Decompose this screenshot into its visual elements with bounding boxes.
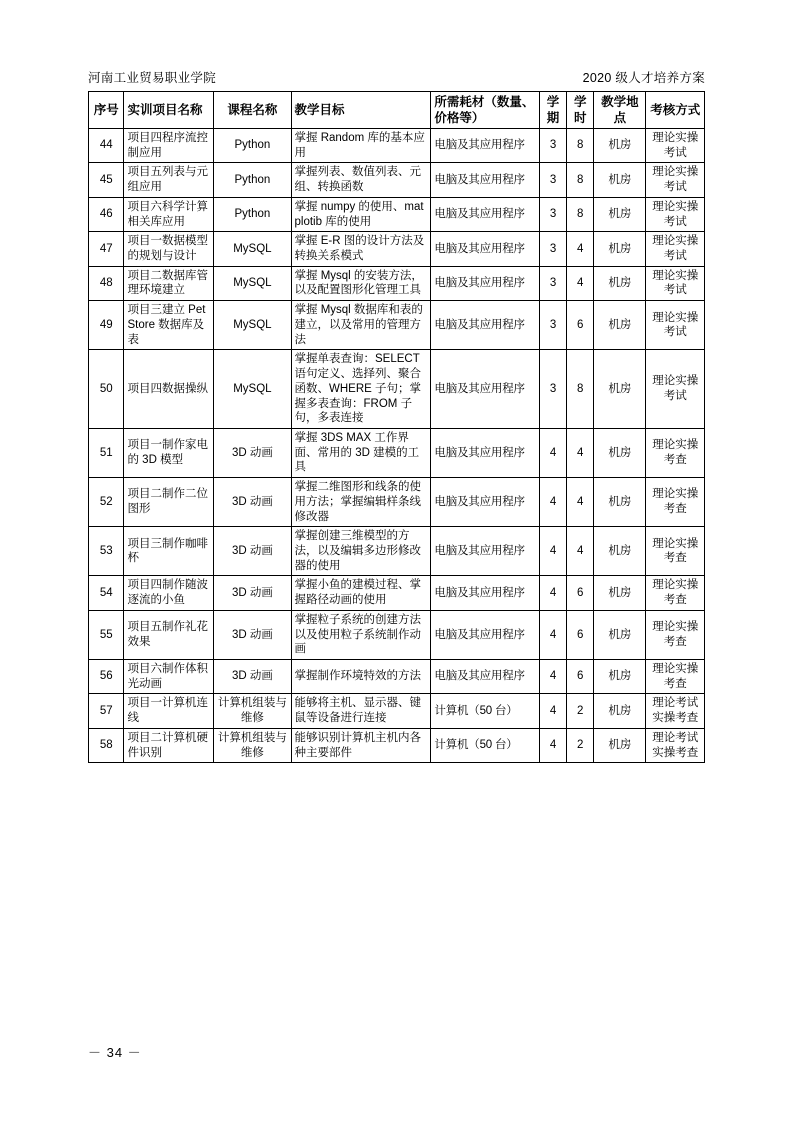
cell-hours: 2 <box>567 728 594 762</box>
cell-project: 项目二数据库管理环境建立 <box>124 266 214 300</box>
cell-hours: 4 <box>567 527 594 576</box>
cell-project: 项目二计算机硬件识别 <box>124 728 214 762</box>
cell-course: 3D 动画 <box>214 610 291 659</box>
training-projects-table <box>88 91 705 763</box>
cell-exam: 理论实操考查 <box>646 428 705 477</box>
column-header-course: 课程名称 <box>214 92 291 129</box>
cell-material: 电脑及其应用程序 <box>431 478 540 527</box>
cell-goal: 掌握二维图形和线条的使用方法；掌握编辑样条线修改器 <box>291 478 431 527</box>
cell-term: 3 <box>539 197 566 231</box>
cell-goal: 掌握 Mysql 数据库和表的建立，以及常用的管理方法 <box>291 301 431 350</box>
cell-no: 47 <box>89 232 124 266</box>
page-header <box>88 68 705 86</box>
cell-term: 4 <box>539 478 566 527</box>
cell-term: 4 <box>539 610 566 659</box>
cell-place: 机房 <box>594 163 646 197</box>
cell-no: 55 <box>89 610 124 659</box>
cell-term: 3 <box>539 350 566 429</box>
header-institution: 河南工业贸易职业学院 <box>88 71 217 85</box>
cell-goal: 掌握 numpy 的使用、matplotib 库的使用 <box>291 197 431 231</box>
table-row <box>89 266 705 300</box>
cell-place: 机房 <box>594 350 646 429</box>
cell-course: 3D 动画 <box>214 428 291 477</box>
cell-course: MySQL <box>214 301 291 350</box>
column-header-term: 学期 <box>539 92 566 129</box>
cell-course: Python <box>214 197 291 231</box>
cell-course: MySQL <box>214 266 291 300</box>
column-header-material: 所需耗材（数量、价格等） <box>431 92 540 129</box>
cell-hours: 8 <box>567 197 594 231</box>
cell-place: 机房 <box>594 576 646 610</box>
cell-material: 电脑及其应用程序 <box>431 428 540 477</box>
cell-goal: 能够将主机、显示器、键鼠等设备进行连接 <box>291 694 431 728</box>
cell-project: 项目三建立 PetStore 数据库及表 <box>124 301 214 350</box>
cell-course: 3D 动画 <box>214 660 291 694</box>
table-body <box>89 129 705 763</box>
cell-place: 机房 <box>594 266 646 300</box>
cell-project: 项目一数据模型的规划与设计 <box>124 232 214 266</box>
cell-term: 4 <box>539 428 566 477</box>
cell-project: 项目四程序流控制应用 <box>124 129 214 163</box>
cell-hours: 4 <box>567 428 594 477</box>
cell-course: 3D 动画 <box>214 527 291 576</box>
table-row <box>89 478 705 527</box>
cell-place: 机房 <box>594 610 646 659</box>
cell-exam: 理论实操考查 <box>646 478 705 527</box>
cell-no: 58 <box>89 728 124 762</box>
cell-no: 45 <box>89 163 124 197</box>
cell-goal: 掌握 Random 库的基本应用 <box>291 129 431 163</box>
cell-goal: 掌握小鱼的建模过程、掌握路径动画的使用 <box>291 576 431 610</box>
cell-course: Python <box>214 163 291 197</box>
cell-course: Python <box>214 129 291 163</box>
cell-hours: 8 <box>567 163 594 197</box>
cell-no: 48 <box>89 266 124 300</box>
cell-no: 54 <box>89 576 124 610</box>
column-header-no: 序号 <box>89 92 124 129</box>
cell-course: MySQL <box>214 350 291 429</box>
table-row <box>89 610 705 659</box>
cell-no: 56 <box>89 660 124 694</box>
cell-material: 计算机（50 台） <box>431 694 540 728</box>
cell-project: 项目六制作体积光动画 <box>124 660 214 694</box>
cell-goal: 掌握 E-R 图的设计方法及转换关系模式 <box>291 232 431 266</box>
cell-term: 3 <box>539 301 566 350</box>
cell-hours: 8 <box>567 350 594 429</box>
cell-hours: 4 <box>567 232 594 266</box>
cell-no: 46 <box>89 197 124 231</box>
cell-no: 51 <box>89 428 124 477</box>
cell-material: 计算机（50 台） <box>431 728 540 762</box>
cell-term: 3 <box>539 163 566 197</box>
cell-project: 项目一计算机连线 <box>124 694 214 728</box>
cell-exam: 理论实操考查 <box>646 660 705 694</box>
cell-project: 项目一制作家电的 3D 模型 <box>124 428 214 477</box>
cell-course: 3D 动画 <box>214 478 291 527</box>
cell-term: 4 <box>539 527 566 576</box>
cell-material: 电脑及其应用程序 <box>431 301 540 350</box>
cell-goal: 掌握创建三维模型的方法，以及编辑多边形修改器的使用 <box>291 527 431 576</box>
cell-hours: 6 <box>567 301 594 350</box>
table-row <box>89 197 705 231</box>
cell-project: 项目六科学计算相关库应用 <box>124 197 214 231</box>
cell-term: 3 <box>539 266 566 300</box>
cell-place: 机房 <box>594 478 646 527</box>
cell-place: 机房 <box>594 728 646 762</box>
cell-place: 机房 <box>594 129 646 163</box>
cell-material: 电脑及其应用程序 <box>431 163 540 197</box>
cell-course: 计算机组装与维修 <box>214 728 291 762</box>
cell-project: 项目二制作二位图形 <box>124 478 214 527</box>
cell-hours: 4 <box>567 478 594 527</box>
cell-material: 电脑及其应用程序 <box>431 576 540 610</box>
column-header-exam: 考核方式 <box>646 92 705 129</box>
cell-goal: 掌握制作环境特效的方法 <box>291 660 431 694</box>
cell-no: 49 <box>89 301 124 350</box>
cell-exam: 理论实操考试 <box>646 232 705 266</box>
cell-hours: 6 <box>567 660 594 694</box>
cell-project: 项目三制作咖啡杯 <box>124 527 214 576</box>
cell-hours: 8 <box>567 129 594 163</box>
cell-project: 项目四数据操纵 <box>124 350 214 429</box>
column-header-place: 教学地点 <box>594 92 646 129</box>
cell-exam: 理论考试实操考查 <box>646 694 705 728</box>
cell-material: 电脑及其应用程序 <box>431 350 540 429</box>
table-row <box>89 232 705 266</box>
cell-no: 50 <box>89 350 124 429</box>
table-row <box>89 728 705 762</box>
cell-no: 57 <box>89 694 124 728</box>
table-row <box>89 694 705 728</box>
cell-no: 44 <box>89 129 124 163</box>
cell-course: MySQL <box>214 232 291 266</box>
table-row <box>89 428 705 477</box>
cell-course: 3D 动画 <box>214 576 291 610</box>
cell-project: 项目四制作随波逐流的小鱼 <box>124 576 214 610</box>
cell-exam: 理论实操考试 <box>646 266 705 300</box>
cell-exam: 理论实操考查 <box>646 527 705 576</box>
cell-hours: 4 <box>567 266 594 300</box>
table-row <box>89 163 705 197</box>
cell-exam: 理论实操考试 <box>646 301 705 350</box>
cell-term: 4 <box>539 660 566 694</box>
cell-goal: 能够识别计算机主机内各种主要部件 <box>291 728 431 762</box>
cell-hours: 6 <box>567 610 594 659</box>
cell-no: 53 <box>89 527 124 576</box>
cell-exam: 理论实操考试 <box>646 197 705 231</box>
cell-place: 机房 <box>594 232 646 266</box>
cell-material: 电脑及其应用程序 <box>431 266 540 300</box>
cell-material: 电脑及其应用程序 <box>431 610 540 659</box>
cell-goal: 掌握列表、数值列表、元组、转换函数 <box>291 163 431 197</box>
table-row <box>89 576 705 610</box>
cell-goal: 掌握 3DS MAX 工作界面、常用的 3D 建模的工具 <box>291 428 431 477</box>
table-row <box>89 350 705 429</box>
cell-term: 4 <box>539 694 566 728</box>
cell-material: 电脑及其应用程序 <box>431 527 540 576</box>
cell-hours: 2 <box>567 694 594 728</box>
cell-term: 4 <box>539 576 566 610</box>
cell-course: 计算机组装与维修 <box>214 694 291 728</box>
cell-no: 52 <box>89 478 124 527</box>
cell-hours: 6 <box>567 576 594 610</box>
cell-material: 电脑及其应用程序 <box>431 660 540 694</box>
column-header-project: 实训项目名称 <box>124 92 214 129</box>
cell-term: 3 <box>539 232 566 266</box>
table-header-row <box>89 92 705 129</box>
cell-goal: 掌握单表查询：SELECT 语句定义、选择列、聚合函数、WHERE 子句；掌握多表查询：FROM 子句，多表连接 <box>291 350 431 429</box>
cell-place: 机房 <box>594 694 646 728</box>
header-document-title: 2020 级人才培养方案 <box>582 71 705 85</box>
cell-term: 3 <box>539 129 566 163</box>
cell-project: 项目五制作礼花效果 <box>124 610 214 659</box>
cell-place: 机房 <box>594 197 646 231</box>
cell-project: 项目五列表与元组应用 <box>124 163 214 197</box>
cell-place: 机房 <box>594 301 646 350</box>
cell-place: 机房 <box>594 660 646 694</box>
cell-goal: 掌握粒子系统的创建方法以及使用粒子系统制作动画 <box>291 610 431 659</box>
cell-exam: 理论实操考查 <box>646 576 705 610</box>
column-header-hours: 学时 <box>567 92 594 129</box>
cell-place: 机房 <box>594 428 646 477</box>
cell-exam: 理论考试实操考查 <box>646 728 705 762</box>
cell-exam: 理论实操考试 <box>646 163 705 197</box>
table-row <box>89 527 705 576</box>
cell-place: 机房 <box>594 527 646 576</box>
page-number: － 34 － <box>88 1045 142 1060</box>
cell-exam: 理论实操考试 <box>646 350 705 429</box>
table-row <box>89 660 705 694</box>
column-header-goal: 教学目标 <box>291 92 431 129</box>
cell-term: 4 <box>539 728 566 762</box>
table-row <box>89 129 705 163</box>
cell-material: 电脑及其应用程序 <box>431 197 540 231</box>
table-row <box>89 301 705 350</box>
cell-exam: 理论实操考查 <box>646 610 705 659</box>
cell-exam: 理论实操考试 <box>646 129 705 163</box>
cell-goal: 掌握 Mysql 的安装方法，以及配置图形化管理工具 <box>291 266 431 300</box>
cell-material: 电脑及其应用程序 <box>431 129 540 163</box>
cell-material: 电脑及其应用程序 <box>431 232 540 266</box>
